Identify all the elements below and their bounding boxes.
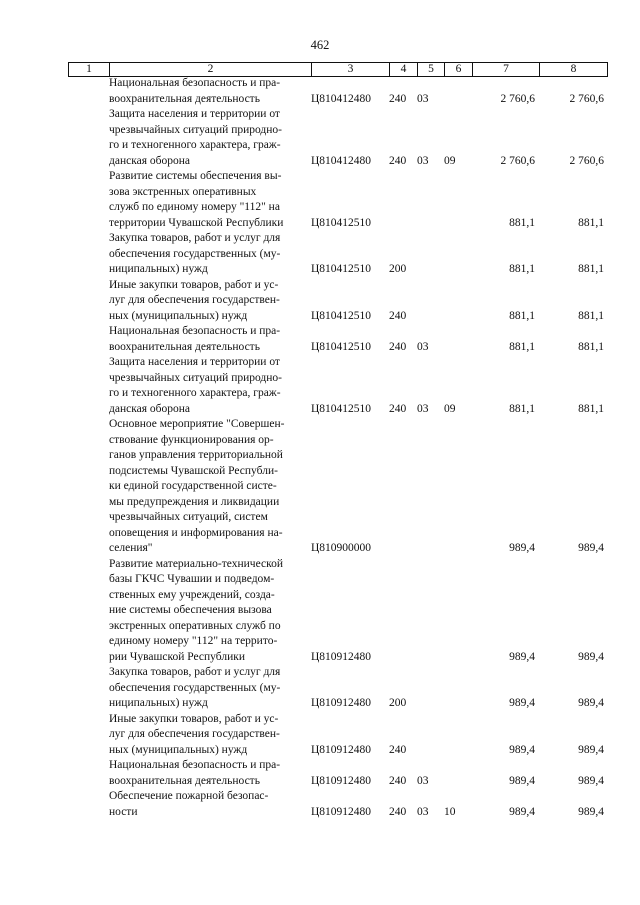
row-name: Развитие материально-технической базы ГКЧС Чувашии и подведом- ственных ему учреждений, созда- ние системы обеспечения вызова экстренных оперативных служб по единому номеру "112" на террито- рии Чувашской Республики bbox=[109, 557, 283, 663]
row-values bbox=[68, 541, 607, 557]
row-col6: 09 bbox=[444, 402, 456, 415]
row-name: Развитие системы обеспечения вы- зова экстренных оперативных служб по единому номеру "112" на территории Чувашской Республики bbox=[109, 170, 284, 229]
page-number: 462 bbox=[310, 38, 330, 52]
row-name: Национальная безопасность и пра- воохранительная деятельность bbox=[109, 77, 281, 105]
row-values bbox=[68, 743, 607, 759]
row-col5: 03 bbox=[417, 92, 429, 105]
row-col7: 881,1 bbox=[509, 309, 535, 322]
row-code: Ц810912480 bbox=[311, 650, 372, 663]
row-col7: 2 760,6 bbox=[500, 92, 535, 105]
column-header: 3 bbox=[312, 63, 390, 77]
column-header: 4 bbox=[390, 63, 418, 77]
row-col5: 03 bbox=[417, 774, 429, 787]
row-values bbox=[68, 650, 607, 666]
row-col8: 881,1 bbox=[578, 216, 604, 229]
row-col4: 240 bbox=[389, 340, 407, 353]
table-row bbox=[68, 665, 607, 712]
row-code: Ц810900000 bbox=[311, 542, 372, 554]
row-name: Защита населения и территории от чрезвычайных ситуаций природно- го и техногенного характера, граж- данская оборона bbox=[109, 108, 283, 167]
table-row bbox=[68, 278, 607, 325]
row-col5: 03 bbox=[417, 154, 429, 167]
table-row bbox=[68, 76, 607, 107]
column-header-table bbox=[68, 62, 608, 77]
row-col7: 989,4 bbox=[509, 542, 535, 554]
row-col8: 989,4 bbox=[578, 774, 604, 787]
row-col4: 240 bbox=[389, 774, 407, 787]
row-name: Обеспечение пожарной безопас- ности bbox=[109, 790, 269, 818]
row-col8: 881,1 bbox=[578, 402, 604, 415]
row-code: Ц810912480 bbox=[311, 697, 372, 709]
row-col8: 881,1 bbox=[578, 340, 604, 353]
row-values bbox=[68, 216, 607, 232]
column-header: 5 bbox=[418, 63, 445, 77]
row-name: Иные закупки товаров, работ и ус- луг для обеспечения государствен- ных (муниципальных) нужд bbox=[109, 712, 280, 756]
row-col6: 10 bbox=[444, 805, 456, 818]
row-col8: 989,4 bbox=[578, 542, 604, 554]
row-code: Ц810412510 bbox=[311, 263, 372, 275]
row-code: Ц810412510 bbox=[311, 309, 372, 322]
row-col7: 989,4 bbox=[509, 697, 535, 709]
column-header: 8 bbox=[540, 63, 608, 77]
row-col5: 03 bbox=[417, 805, 429, 818]
row-values bbox=[68, 774, 607, 790]
row-col5: 03 bbox=[417, 402, 429, 415]
table-row bbox=[68, 789, 607, 820]
row-name: Закупка товаров, работ и услуг для обеспечения государственных (му- ниципальных) нужд bbox=[109, 232, 281, 275]
row-col7: 881,1 bbox=[509, 263, 535, 275]
row-col7: 881,1 bbox=[509, 216, 535, 229]
row-values bbox=[68, 402, 607, 418]
row-code: Ц810412510 bbox=[311, 216, 372, 229]
row-col4: 240 bbox=[389, 92, 407, 105]
row-col5: 03 bbox=[417, 340, 429, 353]
table-row bbox=[68, 712, 607, 759]
row-values bbox=[68, 309, 607, 325]
table-row bbox=[68, 107, 607, 169]
row-values bbox=[68, 340, 607, 356]
column-header-row bbox=[69, 63, 608, 77]
row-col4: 240 bbox=[389, 743, 407, 756]
row-values bbox=[68, 154, 607, 170]
row-values bbox=[68, 805, 607, 821]
column-header: 2 bbox=[110, 63, 312, 77]
row-code: Ц810912480 bbox=[311, 743, 372, 756]
row-col4: 200 bbox=[389, 697, 407, 709]
row-col7: 881,1 bbox=[509, 340, 535, 353]
row-code: Ц810412510 bbox=[311, 402, 372, 415]
table-row bbox=[68, 231, 607, 278]
column-header: 1 bbox=[69, 63, 110, 77]
row-col8: 989,4 bbox=[578, 697, 604, 709]
row-name: Национальная безопасность и пра- воохранительная деятельность bbox=[109, 759, 281, 787]
table-row bbox=[68, 417, 607, 557]
row-col7: 881,1 bbox=[509, 402, 535, 415]
row-col8: 881,1 bbox=[578, 309, 604, 322]
row-code: Ц810912480 bbox=[311, 805, 372, 818]
row-col7: 989,4 bbox=[509, 805, 535, 818]
row-code: Ц810412480 bbox=[311, 154, 372, 167]
row-col8: 881,1 bbox=[578, 263, 604, 275]
column-header: 7 bbox=[473, 63, 540, 77]
row-name: Основное мероприятие "Совершен- ствование функционирования ор- ганов управления территориальной подсистемы Чувашской Республи- ки единой государственной систе- мы предупреждения и ликвидации чрезвычайных ситуаций, систем оповещения и информирования на- селения" bbox=[109, 418, 285, 554]
table-row bbox=[68, 324, 607, 355]
row-col8: 989,4 bbox=[578, 743, 604, 756]
row-col6: 09 bbox=[444, 154, 456, 167]
row-col7: 989,4 bbox=[509, 650, 535, 663]
row-col4: 240 bbox=[389, 402, 407, 415]
row-col8: 2 760,6 bbox=[569, 92, 604, 105]
row-col7: 989,4 bbox=[509, 774, 535, 787]
table-row bbox=[68, 169, 607, 231]
row-code: Ц810412480 bbox=[311, 92, 372, 105]
row-code: Ц810412510 bbox=[311, 340, 372, 353]
row-col4: 240 bbox=[389, 805, 407, 818]
row-name: Закупка товаров, работ и услуг для обеспечения государственных (му- ниципальных) нужд bbox=[109, 666, 281, 709]
row-col4: 240 bbox=[389, 154, 407, 167]
row-code: Ц810912480 bbox=[311, 774, 372, 787]
row-col7: 2 760,6 bbox=[500, 154, 535, 167]
row-values bbox=[68, 696, 607, 712]
table-row bbox=[68, 758, 607, 789]
row-name: Иные закупки товаров, работ и ус- луг для обеспечения государствен- ных (муниципальных) нужд bbox=[109, 278, 280, 322]
row-name: Национальная безопасность и пра- воохранительная деятельность bbox=[109, 325, 281, 353]
row-col7: 989,4 bbox=[509, 743, 535, 756]
budget-table-body bbox=[68, 76, 607, 820]
table-row bbox=[68, 355, 607, 417]
column-header: 6 bbox=[445, 63, 473, 77]
row-col4: 200 bbox=[389, 263, 407, 275]
row-values bbox=[68, 92, 607, 108]
row-name: Защита населения и территории от чрезвычайных ситуаций природно- го и техногенного характера, граж- данская оборона bbox=[109, 356, 283, 415]
row-col4: 240 bbox=[389, 309, 407, 322]
row-values bbox=[68, 262, 607, 278]
row-col8: 989,4 bbox=[578, 805, 604, 818]
row-col8: 989,4 bbox=[578, 650, 604, 663]
row-col8: 2 760,6 bbox=[569, 154, 604, 167]
table-row bbox=[68, 557, 607, 666]
